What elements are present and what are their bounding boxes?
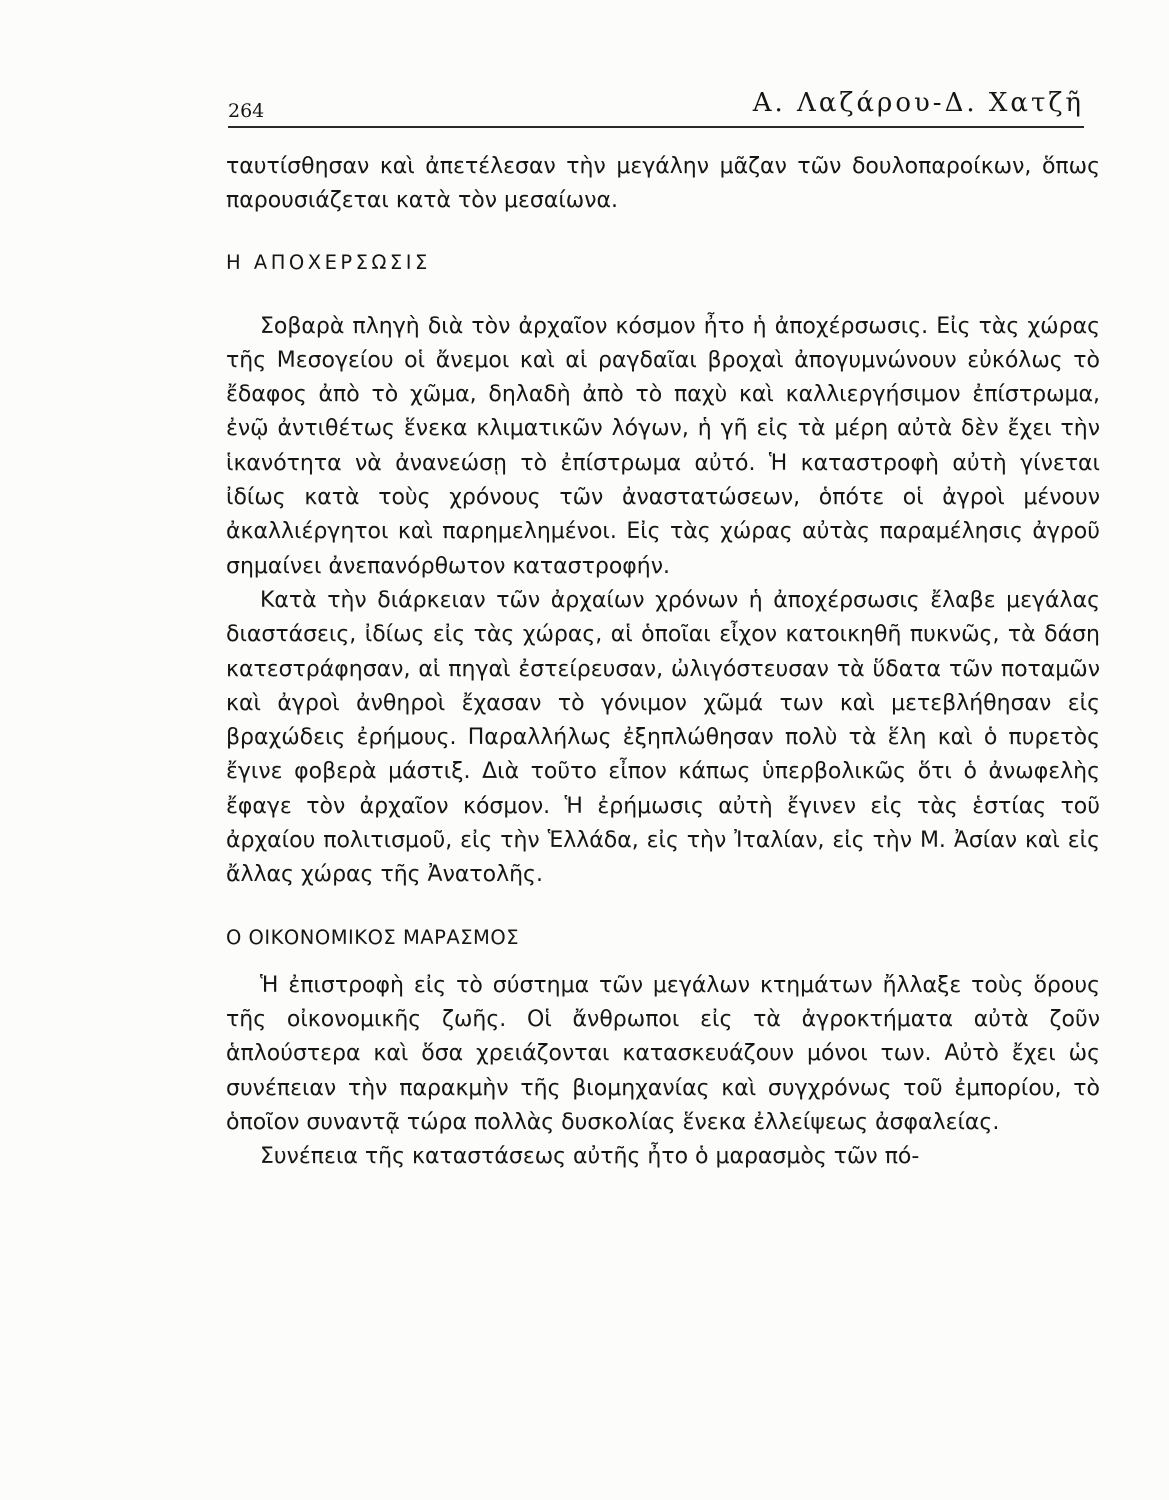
- paragraph-apochersosis-1: Σοβαρὰ πληγὴ διὰ τὸν ἀρχαῖον κόσμον ἦτο ἡ ἀποχέρσωσις. Εἰς τὰς χώρας τῆς Μεσογείου οἱ ἄνεμοι καὶ αἱ ραγδαῖαι βροχαὶ ἀπογυμνώνουν εὐκόλως τὸ ἔδαφος ἀπὸ τὸ χῶμα, δηλαδὴ ἀπὸ τὸ παχὺ καὶ καλλιεργήσιμον ἐπίστρωμα, ἐνῷ ἀντιθέτως ἕνεκα κλιματικῶν λόγων, ἡ γῆ εἰς τὰ μέρη αὐτὰ δὲν ἔχει τὴν ἱκανότητα νὰ ἀνανεώσῃ τὸ ἐπίστρωμα αὐτό. Ἡ καταστροφὴ αὐτὴ γίνεται ἰδίως κατὰ τοὺς χρόνους τῶν ἀναστατώσεων, ὁπότε οἱ ἀγροὶ μένουν ἀκαλλιέργητοι καὶ παρημελημένοι. Εἰς τὰς χώρας αὐτὰς παραμέλησις ἀγροῦ σημαίνει ἀνεπανόρθωτον καταστροφήν.: [226, 313, 1100, 579]
- paragraph-economic-decline-1: Ἡ ἐπιστροφὴ εἰς τὸ σύστημα τῶν μεγάλων κτημάτων ἤλλαξε τοὺς ὅρους τῆς οἰκονομικῆς ζωῆς. Οἱ ἄνθρωποι εἰς τὰ ἀγροκτήματα αὐτὰ ζοῦν ἁπλούστερα καὶ ὅσα χρειάζονται κατασκευάζουν μόνοι των. Αὐτὸ ἔχει ὡς συνέπειαν τὴν παρακμὴν τῆς βιομηχανίας καὶ συγχρόνως τοῦ ἐμπορίου, τὸ ὁποῖον συναντᾷ τώρα πολλὰς δυσκολίας ἕνεκα ἐλλείψεως ἀσφαλείας.: [226, 972, 1100, 1135]
- section-heading-apochersosis: Η ΑΠΟΧΕΡΣΩΣΙΣ: [226, 250, 431, 274]
- page-number: 264: [228, 100, 265, 122]
- intro-paragraph: ταυτίσθησαν καὶ ἀπετέλεσαν τὴν μεγάλην μᾶζαν τῶν δουλοπαροίκων, ὅπως παρουσιάζεται κατὰ τὸν μεσαίωνα.: [226, 154, 1100, 214]
- running-head: Α. Λαζάρου-Δ. Χατζῆ: [752, 88, 1084, 118]
- body-text: [226, 150, 1100, 1174]
- paragraph-economic-decline-2: Συνέπεια τῆς καταστάσεως αὐτῆς ἦτο ὁ μαρασμὸς τῶν πό-: [260, 1144, 920, 1170]
- paragraph-apochersosis-2: Κατὰ τὴν διάρκειαν τῶν ἀρχαίων χρόνων ἡ ἀποχέρσωσις ἔλαβε μεγάλας διαστάσεις, ἰδίως εἰς τὰς χώρας, αἱ ὁποῖαι εἶχον κατοικηθῆ πυκνῶς, τὰ δάση κατεστράφησαν, αἱ πηγαὶ ἐστείρευσαν, ὠλιγόστευσαν τὰ ὕδατα τῶν ποταμῶν καὶ ἀγροὶ ἀνθηροὶ ἔχασαν τὸ γόνιμον χῶμά των καὶ μετεβλήθησαν εἰς βραχώδεις ἐρήμους. Παραλλήλως ἐξηπλώθησαν πολὺ τὰ ἕλη καὶ ὁ πυρετὸς ἔγινε φοβερὰ μάστιξ. Διὰ τοῦτο εἶπον κάπως ὑπερβολικῶς ὅτι ὁ ἀνωφελὴς ἔφαγε τὸν ἀρχαῖον κόσμον. Ἡ ἐρήμωσις αὐτὴ ἔγινεν εἰς τὰς ἑστίας τοῦ ἀρχαίου πολιτισμοῦ, εἰς τὴν Ἑλλάδα, εἰς τὴν Ἰταλίαν, εἰς τὴν Μ. Ἀσίαν καὶ εἰς ἄλλας χώρας τῆς Ἀνατολῆς.: [226, 587, 1100, 888]
- section-heading-economic-decline: Ο ΟΙΚΟΝΟΜΙΚΟΣ ΜΑΡΑΣΜΟΣ: [226, 925, 520, 949]
- page-header: [228, 84, 1084, 128]
